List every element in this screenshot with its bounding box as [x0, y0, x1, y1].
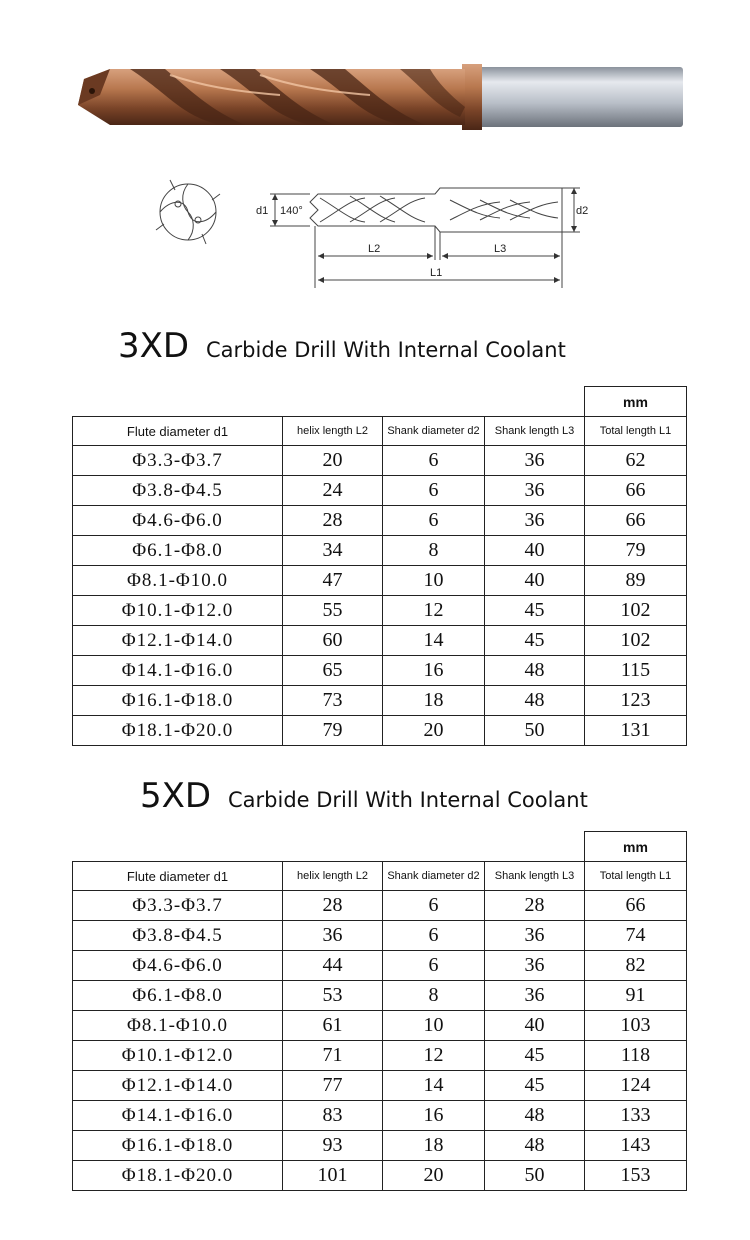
cell-flute-diameter: Φ3.8-Φ4.5	[73, 921, 283, 951]
section-heading-5xd	[0, 772, 750, 822]
cell-helix-length: 77	[283, 1071, 383, 1101]
drill-photo	[70, 55, 690, 135]
table-row	[73, 1131, 687, 1161]
header-flute-diameter: Flute diameter d1	[73, 417, 283, 446]
header-shank-diameter: Shank diameter d2	[383, 862, 485, 891]
cell-total-length: 102	[585, 626, 687, 656]
cell-shank-diameter: 6	[383, 476, 485, 506]
section-title: Carbide Drill With Internal Coolant	[206, 338, 566, 362]
header-shank-length: Shank length L3	[485, 862, 585, 891]
header-helix-length: helix length L2	[283, 417, 383, 446]
cell-total-length: 79	[585, 536, 687, 566]
cell-shank-diameter: 12	[383, 596, 485, 626]
cell-shank-diameter: 6	[383, 921, 485, 951]
section-heading-3xd	[0, 322, 750, 372]
cell-helix-length: 83	[283, 1101, 383, 1131]
cell-shank-length: 45	[485, 626, 585, 656]
cell-total-length: 62	[585, 446, 687, 476]
cell-shank-length: 48	[485, 1131, 585, 1161]
unit-label: mm	[585, 387, 687, 417]
label-l2: L2	[368, 243, 381, 255]
unit-label: mm	[585, 832, 687, 862]
table-row	[73, 536, 687, 566]
cell-helix-length: 34	[283, 536, 383, 566]
cell-shank-diameter: 8	[383, 536, 485, 566]
cell-shank-diameter: 8	[383, 981, 485, 1011]
cell-flute-diameter: Φ8.1-Φ10.0	[73, 566, 283, 596]
cell-shank-length: 40	[485, 566, 585, 596]
cell-shank-length: 40	[485, 536, 585, 566]
label-d1: d1	[256, 205, 269, 217]
cell-total-length: 118	[585, 1041, 687, 1071]
cell-shank-diameter: 20	[383, 716, 485, 746]
drill-side-view	[270, 188, 580, 288]
cell-shank-length: 48	[485, 1101, 585, 1131]
cell-helix-length: 53	[283, 981, 383, 1011]
table-row	[73, 446, 687, 476]
cell-total-length: 66	[585, 506, 687, 536]
cell-total-length: 91	[585, 981, 687, 1011]
cell-helix-length: 20	[283, 446, 383, 476]
table-row	[73, 891, 687, 921]
header-flute-diameter: Flute diameter d1	[73, 862, 283, 891]
table-row	[73, 686, 687, 716]
cell-flute-diameter: Φ6.1-Φ8.0	[73, 981, 283, 1011]
cell-flute-diameter: Φ14.1-Φ16.0	[73, 656, 283, 686]
header-total-length: Total length L1	[585, 862, 687, 891]
cell-helix-length: 93	[283, 1131, 383, 1161]
cell-helix-length: 71	[283, 1041, 383, 1071]
cell-shank-diameter: 18	[383, 1131, 485, 1161]
drill-technical-drawing	[140, 160, 589, 290]
table-row	[73, 476, 687, 506]
table-row	[73, 656, 687, 686]
section-title: Carbide Drill With Internal Coolant	[228, 788, 588, 812]
blank-cell	[73, 832, 585, 862]
table-row	[73, 566, 687, 596]
cell-helix-length: 73	[283, 686, 383, 716]
cell-total-length: 115	[585, 656, 687, 686]
cell-helix-length: 28	[283, 891, 383, 921]
cell-shank-diameter: 6	[383, 446, 485, 476]
cell-total-length: 82	[585, 951, 687, 981]
table-row	[73, 921, 687, 951]
cell-shank-diameter: 10	[383, 1011, 485, 1041]
cell-flute-diameter: Φ12.1-Φ14.0	[73, 1071, 283, 1101]
cell-shank-length: 45	[485, 596, 585, 626]
cell-flute-diameter: Φ3.3-Φ3.7	[73, 891, 283, 921]
cell-shank-diameter: 6	[383, 506, 485, 536]
header-shank-length: Shank length L3	[485, 417, 585, 446]
cell-shank-length: 36	[485, 981, 585, 1011]
cell-flute-diameter: Φ16.1-Φ18.0	[73, 686, 283, 716]
cell-flute-diameter: Φ6.1-Φ8.0	[73, 536, 283, 566]
cell-helix-length: 36	[283, 921, 383, 951]
cell-shank-diameter: 6	[383, 951, 485, 981]
cell-total-length: 123	[585, 686, 687, 716]
label-angle: 140°	[280, 205, 303, 217]
cell-shank-length: 40	[485, 1011, 585, 1041]
cell-shank-length: 50	[485, 1161, 585, 1191]
cell-total-length: 66	[585, 891, 687, 921]
table-row	[73, 1041, 687, 1071]
table-row	[73, 596, 687, 626]
cell-shank-diameter: 6	[383, 891, 485, 921]
cell-helix-length: 47	[283, 566, 383, 596]
cell-flute-diameter: Φ4.6-Φ6.0	[73, 506, 283, 536]
cell-helix-length: 60	[283, 626, 383, 656]
cell-shank-length: 36	[485, 446, 585, 476]
cell-shank-length: 45	[485, 1041, 585, 1071]
label-l3: L3	[494, 243, 507, 255]
cell-total-length: 74	[585, 921, 687, 951]
section-code: 5XD	[140, 776, 212, 816]
cell-total-length: 153	[585, 1161, 687, 1191]
cell-shank-diameter: 16	[383, 1101, 485, 1131]
table-row	[73, 506, 687, 536]
header-helix-length: helix length L2	[283, 862, 383, 891]
cell-flute-diameter: Φ18.1-Φ20.0	[73, 1161, 283, 1191]
table-row	[73, 1161, 687, 1191]
section-code: 3XD	[118, 326, 190, 366]
cell-shank-diameter: 10	[383, 566, 485, 596]
table-row	[73, 951, 687, 981]
drill-end-view	[156, 180, 220, 244]
spec-table-5xd	[72, 831, 687, 1191]
cell-total-length: 124	[585, 1071, 687, 1101]
cell-flute-diameter: Φ3.8-Φ4.5	[73, 476, 283, 506]
cell-flute-diameter: Φ10.1-Φ12.0	[73, 1041, 283, 1071]
cell-total-length: 133	[585, 1101, 687, 1131]
table-row	[73, 1011, 687, 1041]
cell-helix-length: 28	[283, 506, 383, 536]
table-row	[73, 626, 687, 656]
label-l1: L1	[430, 267, 443, 279]
cell-helix-length: 55	[283, 596, 383, 626]
table-row	[73, 1071, 687, 1101]
cell-shank-length: 36	[485, 951, 585, 981]
cell-shank-diameter: 16	[383, 656, 485, 686]
cell-total-length: 131	[585, 716, 687, 746]
cell-flute-diameter: Φ3.3-Φ3.7	[73, 446, 283, 476]
cell-total-length: 89	[585, 566, 687, 596]
cell-total-length: 103	[585, 1011, 687, 1041]
header-shank-diameter: Shank diameter d2	[383, 417, 485, 446]
cell-helix-length: 65	[283, 656, 383, 686]
cell-shank-length: 45	[485, 1071, 585, 1101]
cell-shank-length: 36	[485, 476, 585, 506]
cell-total-length: 66	[585, 476, 687, 506]
cell-helix-length: 44	[283, 951, 383, 981]
cell-shank-diameter: 14	[383, 626, 485, 656]
cell-flute-diameter: Φ4.6-Φ6.0	[73, 951, 283, 981]
cell-flute-diameter: Φ14.1-Φ16.0	[73, 1101, 283, 1131]
cell-shank-diameter: 12	[383, 1041, 485, 1071]
cell-helix-length: 101	[283, 1161, 383, 1191]
cell-shank-diameter: 14	[383, 1071, 485, 1101]
cell-flute-diameter: Φ18.1-Φ20.0	[73, 716, 283, 746]
label-d2: d2	[576, 205, 589, 217]
blank-cell	[73, 387, 585, 417]
cell-shank-length: 48	[485, 656, 585, 686]
cell-total-length: 102	[585, 596, 687, 626]
cell-shank-length: 28	[485, 891, 585, 921]
cell-shank-length: 36	[485, 506, 585, 536]
header-total-length: Total length L1	[585, 417, 687, 446]
cell-shank-length: 36	[485, 921, 585, 951]
cell-total-length: 143	[585, 1131, 687, 1161]
cell-helix-length: 24	[283, 476, 383, 506]
cell-shank-length: 48	[485, 686, 585, 716]
cell-flute-diameter: Φ10.1-Φ12.0	[73, 596, 283, 626]
table-row	[73, 716, 687, 746]
cell-flute-diameter: Φ16.1-Φ18.0	[73, 1131, 283, 1161]
cell-flute-diameter: Φ8.1-Φ10.0	[73, 1011, 283, 1041]
spec-table-3xd	[72, 386, 687, 746]
cell-shank-diameter: 20	[383, 1161, 485, 1191]
table-row	[73, 1101, 687, 1131]
cell-shank-length: 50	[485, 716, 585, 746]
cell-helix-length: 79	[283, 716, 383, 746]
cell-helix-length: 61	[283, 1011, 383, 1041]
table-row	[73, 981, 687, 1011]
cell-shank-diameter: 18	[383, 686, 485, 716]
cell-flute-diameter: Φ12.1-Φ14.0	[73, 626, 283, 656]
